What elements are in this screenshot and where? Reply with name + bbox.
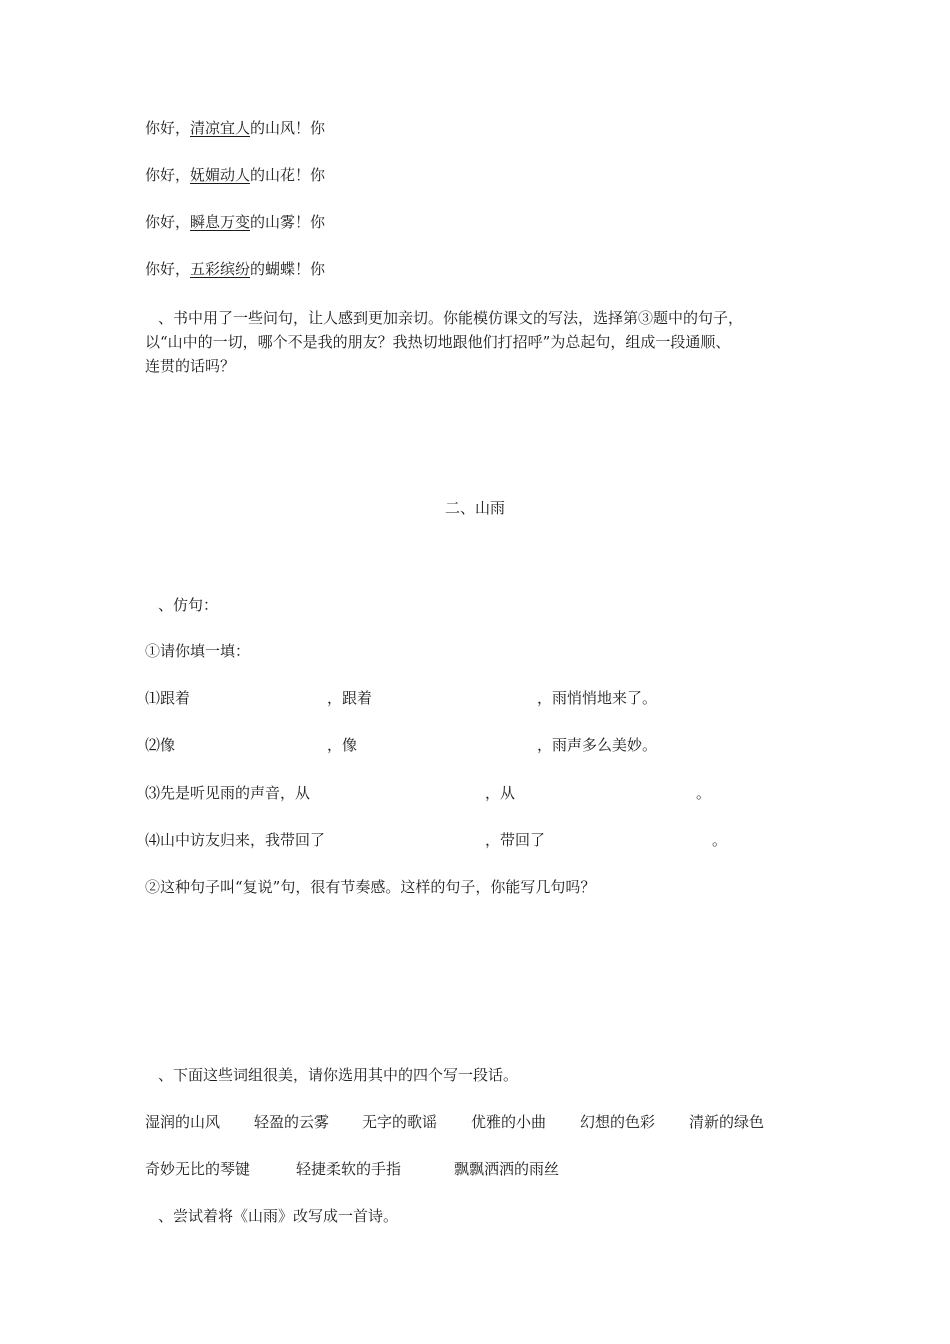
fill-prompt: ，雨悄悄地来了。 [537,689,658,707]
underlined-phrase: 瞬息万变 [190,213,251,231]
question-line: 、书中用了一些问句，让人感到更加亲切。你能模仿课文的写法，选择第③题中的句子， [158,309,744,327]
phrase: 轻捷柔软的手指 [296,1160,402,1178]
phrase: 飘飘洒洒的雨丝 [454,1160,560,1178]
fill-prompt: ⑷山中访友归来，我带回了 [145,831,326,849]
fill-prompt: ⑴跟着 [145,689,191,707]
phrase: 无字的歌谣 [362,1113,438,1131]
fill-prompt: ，像 [327,736,358,754]
greeting-suffix: 的蝴蝶！你 [250,260,326,278]
greeting-prefix: 你好， [145,213,191,231]
fill-prompt: ，从 [485,784,516,802]
greeting-suffix: 的山雾！你 [250,213,326,231]
phrase: 奇妙无比的琴键 [145,1160,251,1178]
fill-prompt: 。 [696,784,712,802]
greeting-line [145,164,325,186]
underlined-phrase: 清凉宜人 [190,119,251,137]
question-line: 连贯的话吗？ [145,357,236,375]
fill-prompt: ，雨声多么美妙。 [537,736,658,754]
fill-prompt: ⑶先是听见雨的声音，从 [145,784,311,802]
underlined-phrase: 妩媚动人 [190,166,251,184]
greeting-line [145,258,325,280]
phrase: 优雅的小曲 [471,1113,547,1131]
greeting-prefix: 你好， [145,166,191,184]
section-title: 二、山雨 [444,499,505,517]
fill-prompt: ，跟着 [327,689,373,707]
sub-question: ②这种句子叫“复说”句，很有节奏感。这样的句子，你能写几句吗？ [145,878,596,896]
greeting-prefix: 你好， [145,119,191,137]
greeting-suffix: 的山风！你 [250,119,326,137]
sub-question: ①请你填一填： [145,642,251,660]
fill-prompt: ⑵像 [145,736,176,754]
greeting-prefix: 你好， [145,260,191,278]
question-label: 、下面这些词组很美，请你选用其中的四个写一段话。 [158,1066,519,1084]
greeting-suffix: 的山花！你 [250,166,326,184]
question-label: 、尝试着将《山雨》改写成一首诗。 [158,1207,399,1225]
phrase: 湿润的山风 [145,1113,221,1131]
greeting-line [145,211,325,233]
phrase: 幻想的色彩 [580,1113,656,1131]
question-label: 、仿句： [158,596,219,614]
question-line: 以“山中的一切，哪个不是我的朋友？我热切地跟他们打招呼”为总起句，组成一段通顺、 [145,333,731,351]
phrase: 轻盈的云雾 [254,1113,330,1131]
underlined-phrase: 五彩缤纷 [190,260,251,278]
phrase: 清新的绿色 [689,1113,765,1131]
fill-prompt: ，带回了 [485,831,546,849]
fill-prompt: 。 [712,831,728,849]
greeting-line [145,117,325,139]
